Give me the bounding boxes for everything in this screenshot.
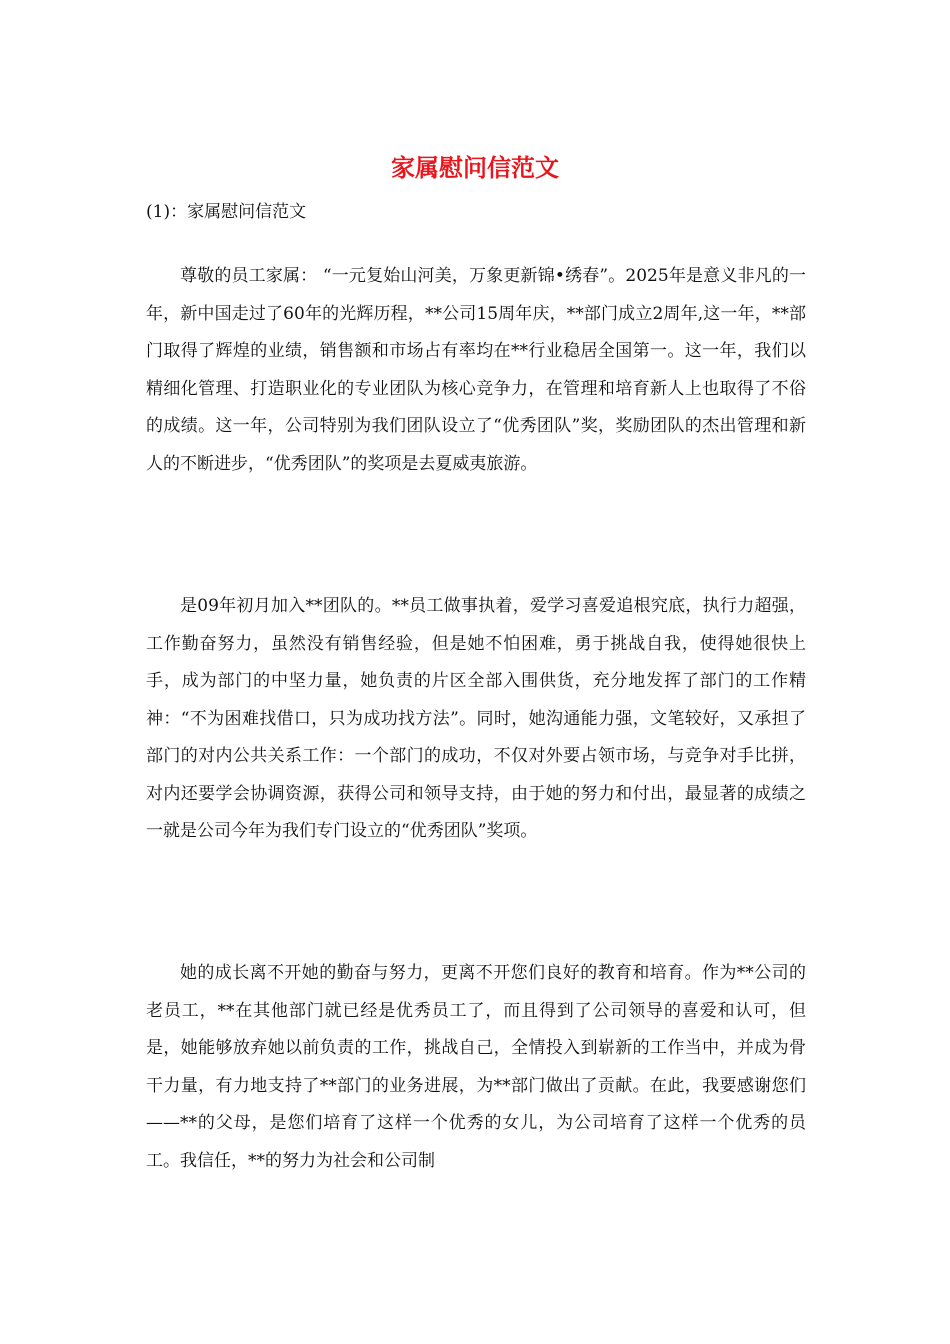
document-title: 家属慰问信范文 <box>391 153 559 182</box>
document-subheading: (1)：家属慰问信范文 <box>146 202 307 222</box>
paragraph-thanks-to-family: 她的成长离不开她的勤奋与努力，更离不开您们良好的教育和培育。作为**公司的老员工，**在其他部门就已经是优秀员工了，而且得到了公司领导的喜爱和认可，但是，她能够放弃她以前负责的工作，挑战自己，全情投入到崭新的工作当中，并成为骨干力量，有力地支持了**部门的业务进展，为**部门做出了贡献。在此，我要感谢您们——**的父母，是您们培育了这样一个优秀的女儿，为公司培育了这样一个优秀的员工。我信任，**的努力为社会和公司制 <box>146 963 806 1171</box>
paragraph-greeting: 尊敬的员工家属： “一元复始山河美，万象更新锦•绣春”。2025年是意义非凡的一年，新中国走过了60年的光辉历程，**公司15周年庆，**部门成立2周年,这一年，**部门取得了辉煌的业绩，销售额和市场占有率均在**行业稳居全国第一。这一年，我们以精细化管理、打造职业化的专业团队为核心竞争力，在管理和培育新人上也取得了不俗的成绩。这一年，公司特别为我们团队设立了“优秀团队”奖，奖励团队的杰出管理和新人的不断进步，“优秀团队”的奖项是去夏威夷旅游。 <box>146 266 806 474</box>
paragraph-employee-performance: 是09年初月加入**团队的。**员工做事执着，爱学习喜爱追根究底，执行力超强，工作勤奋努力，虽然没有销售经验，但是她不怕困难，勇于挑战自我，使得她很快上手，成为部门的中坚力量，她负责的片区全部入围供货，充分地发挥了部门的工作精神：“不为困难找借口，只为成功找方法”。同时，她沟通能力强，文笔较好，又承担了部门的对内公共关系工作：一个部门的成功，不仅对外要占领市场，与竞争对手比拼，对内还要学会协调资源，获得公司和领导支持，由于她的努力和付出，最显著的成绩之一就是公司今年为我们专门设立的“优秀团队”奖项。 <box>146 596 806 841</box>
